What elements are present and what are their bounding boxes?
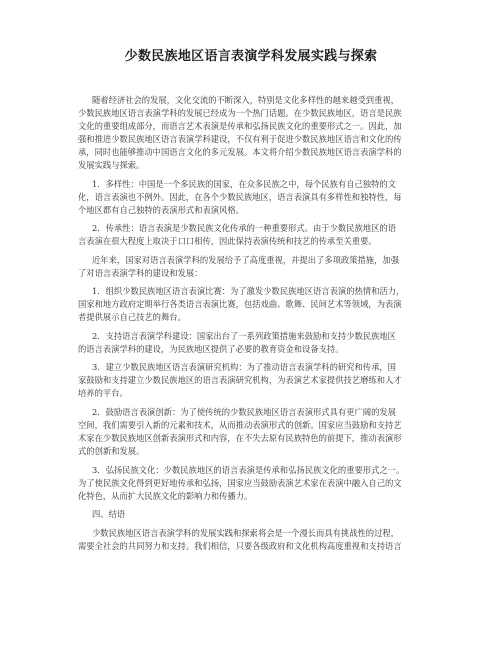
paragraph-line: 化，语言表演也不例外。因此，在各个少数民族地区，语言表演具有多样性和独特性，每 xyxy=(78,192,402,202)
document-title: 少数民族地区语言表演学科发展实践与探索 xyxy=(124,49,378,64)
paragraph-line: 文化的重要组成部分，而语言艺术表演是传承和弘扬民族文化的重要形式之一。因此，加 xyxy=(78,121,402,131)
paragraph-line: 需要全社会的共同努力和支持。我们相信，只要各级政府和文化机构高度重视和支持语言 xyxy=(78,541,402,551)
paragraph-line: 的语言表演学科的建设，为民族地区提供了必要的教育资金和设备支持。 xyxy=(78,344,344,354)
paragraph-line: 强和推进少数民族地区语言表演学科建设，不仅有利于促进少数民族地区语言和文化的传 xyxy=(78,134,402,144)
paragraph-line: 言表演在很大程度上取决于口口相传，因此保持表演传统和技艺的传承至关重要。 xyxy=(78,236,377,246)
paragraph-line: 3．弘扬民族文化：少数民族地区的语言表演是传承和弘扬民族文化的重要形式之一。 xyxy=(92,465,405,475)
paragraph-line: 1．多样性：中国是一个多民族的国家，在众多民族之中，每个民族有自己独特的文 xyxy=(92,179,396,189)
paragraph-line: 空间，我们需要引入新的元素和技术，从而推动表演形式的创新。国家应当鼓励和支持艺 xyxy=(78,420,402,430)
paragraph-line: 少数民族地区语言表演学科的发展已经成为一个热门话题。在少数民族地区，语言是民族 xyxy=(78,108,402,118)
paragraph-line: 承，同时也能够推动中国语言文化的多元发展。本文将介绍少数民族地区语言表演学科的 xyxy=(78,147,402,157)
paragraph-line: 随着经济社会的发展，文化交流的不断深入，特别是文化多样性的越来越受到重视， xyxy=(92,95,399,105)
paragraph-line: 式的创新和发展。 xyxy=(78,446,145,456)
paragraph-line: 少数民族地区语言表演学科的发展实践和探索将会是一个漫长而具有挑战性的过程， xyxy=(92,528,399,538)
paragraph-line: 国家和地方政府定期举行各类语言表演比赛，包括戏曲、歌舞、民间艺术等领域，为表演 xyxy=(78,299,402,309)
paragraph-line: 家鼓励和支持建立少数民族地区的语言表演研究机构，为表演艺术家提供技艺磨练和人才 xyxy=(78,375,402,385)
paragraph-line: 1．组织少数民族地区语言表演比赛：为了激发少数民族地区语言表演的热情和活力， xyxy=(92,286,405,296)
paragraph-line: 2．鼓励语言表演创新：为了使传统的少数民族地区语言表演形式具有更广阔的发展 xyxy=(92,407,396,417)
paragraph-line: 了对语言表演学科的建设和发展： xyxy=(78,268,203,278)
paragraph-line: 近年来，国家对语言表演学科的发展给予了高度重视，并提出了多项政策措施，加强 xyxy=(92,255,399,265)
paragraph-line: 者提供展示自己技艺的舞台。 xyxy=(78,312,186,322)
paragraph-line: 2．支持语言表演学科建设：国家出台了一系列政策措施来鼓励和支持少数民族地区 xyxy=(92,331,396,341)
paragraph-line: 个地区都有自己独特的表演形式和表演风格。 xyxy=(78,205,244,215)
paragraph-line: 术家在少数民族地区创新表演形式和内容，在不失去原有民族特色的前提下，推动表演形 xyxy=(78,433,402,443)
paragraph-line: 培养的平台。 xyxy=(78,388,128,398)
section-heading: 四、结语 xyxy=(92,509,126,519)
paragraph-line: 发展实践与探索。 xyxy=(78,160,145,170)
paragraph-line: 化特色，从而扩大民族文化的影响力和传播力。 xyxy=(78,491,253,501)
paragraph-line: 3．建立少数民族地区语言表演研究机构：为了推动语言表演学科的研究和传承，国 xyxy=(92,362,396,372)
paragraph-line: 为了使民族文化得到更好地传承和弘扬，国家应当鼓励表演艺术家在表演中融入自己的文 xyxy=(78,478,402,488)
paragraph-line: 2．传承性：语言表演是少数民族文化传承的一种重要形式。由于少数民族地区的语 xyxy=(92,223,396,233)
